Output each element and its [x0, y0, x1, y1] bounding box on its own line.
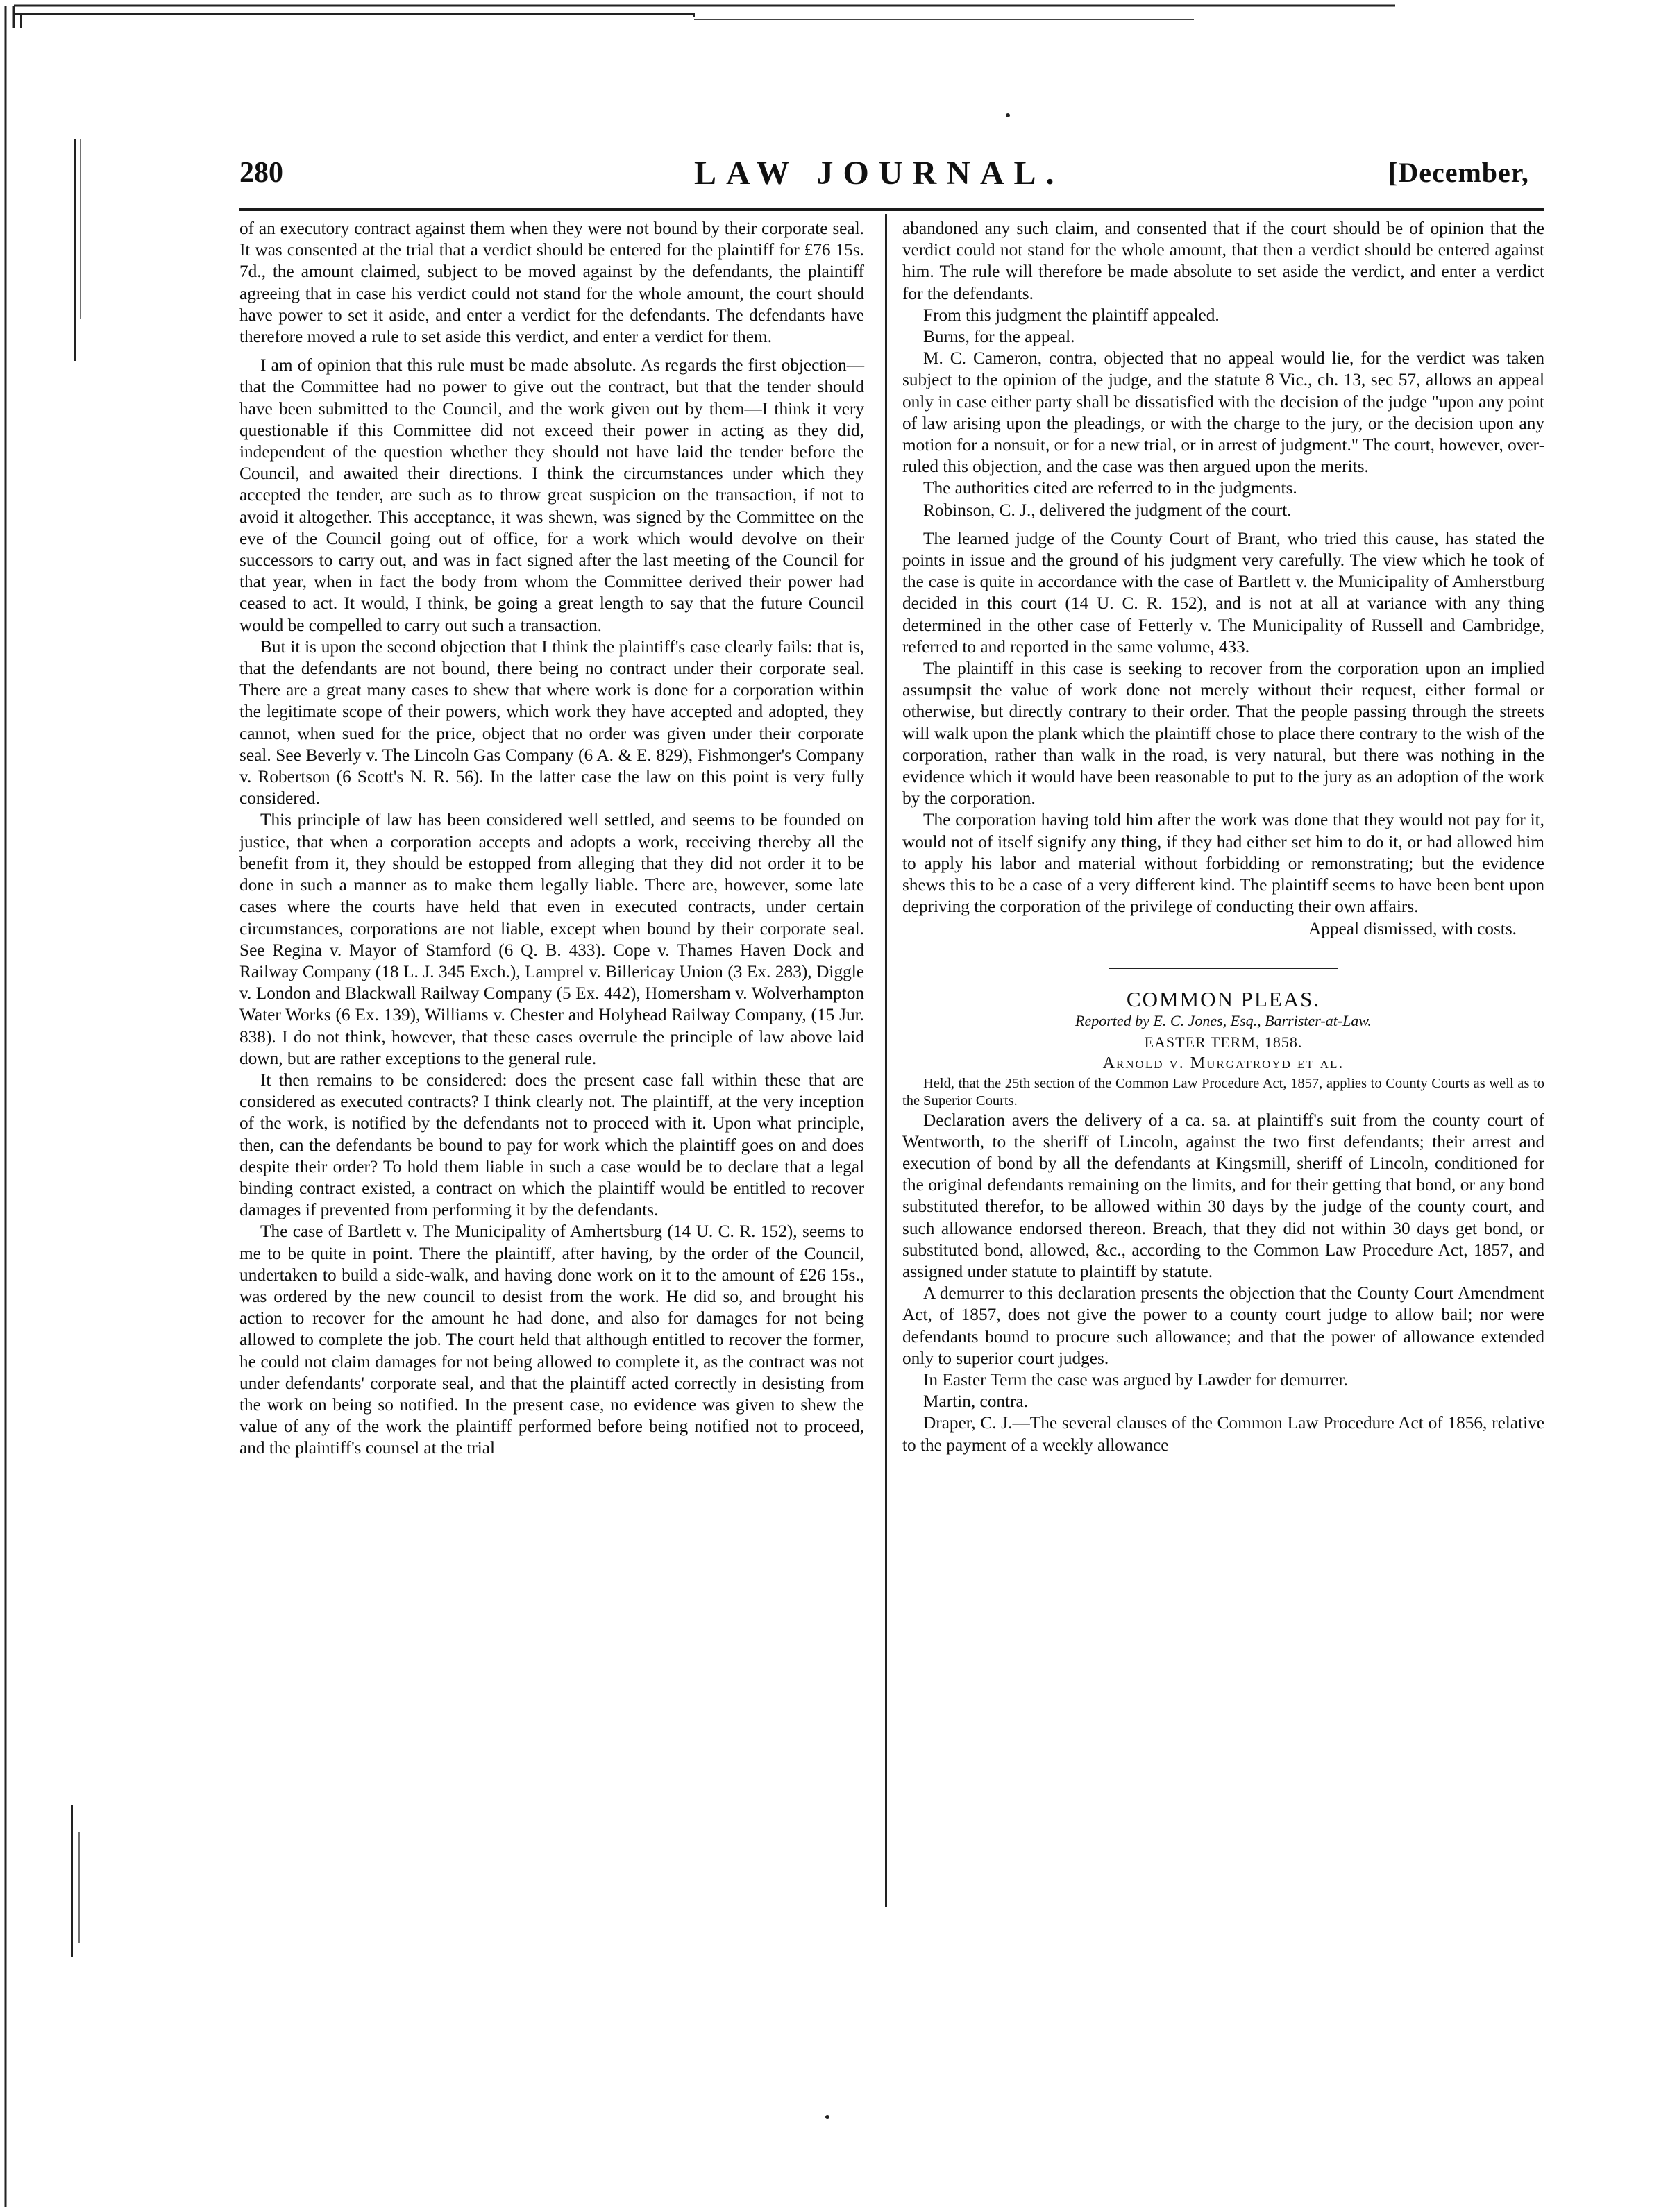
headnote: Held, that the 25th section of the Common Law Procedure Act, 1857, applies to County Courts as well as to the Superior Courts.	[902, 1075, 1544, 1108]
left-column	[239, 218, 864, 1460]
column-divider	[885, 214, 887, 1907]
page-number: 280	[239, 157, 283, 189]
paragraph: It then remains to be considered: does the present case fall within these that are considered as executed contracts? I think clearly not. The plaintiff, at the very inception of the work, is notified by the defendants not to proceed with it. Upon what principle, then, can the defendants be bound to pay for work which the plaintiff goes on and does despite their order? To hold them liable in such a case would be to declare that a legal binding contract existed, a contract on which the plaintiff would be entitled to recover damages if prevented from performing it by the defendants.	[239, 1070, 864, 1220]
paragraph: Robinson, C. J., delivered the judgment of the court.	[923, 500, 1292, 520]
paragraph: A demurrer to this declaration presents the objection that the County Court Amendment Act, of 1857, does not give the power to a county court judge to allow bail; nor were defendants bound to procure such allowance; and that the power of allowance extended only to superior court judges.	[902, 1283, 1544, 1368]
paragraph: From this judgment the plaintiff appealed.	[923, 305, 1220, 325]
running-head-month: [December,	[1388, 157, 1529, 188]
section-rule	[1109, 968, 1338, 969]
case-disposition: Appeal dismissed, with costs.	[1308, 918, 1517, 938]
paragraph: The learned judge of the County Court of Brant, who tried this cause, has stated the points in issue and the ground of his judgment very carefully. The view which he took of the case is quite in accordance with the case of Bartlett v. the Municipality of Amherstburg decided in this court (14 U. C. R. 152), and is not at all at variance with any thing determined in the other case of Fetterly v. The Municipality of Russell and Cambridge, referred to and reported in the same volume, 433.	[902, 528, 1544, 657]
paragraph: But it is upon the second objection that I think the plaintiff's case clearly fails: that is, that the defendants are not bound, there being no contract under their corporate seal. There are a great many cases to shew that where work is done for a corporation within the legitimate scope of their powers, which work they have accepted and adopted, they cannot, when sued for the price, object that no order was given under their corporate seal. See Beverly v. The Lincoln Gas Company (6 A. & E. 829), Fishmonger's Company v. Robertson (6 Scott's N. R. 56). In the latter case the law on this point is very fully considered.	[239, 636, 864, 809]
right-column	[902, 218, 1544, 1456]
paragraph: I am of opinion that this rule must be made absolute. As regards the first objection—that the Committee had no power to give out the contract, but that the tender should have been submitted to the Council, and the work given out by them—I think it very questionable if this Committee did not exceed their power in acting as they did, independent of the question whether they should not have laid the tender before the Council, and awaited their directions. I think the circumstances under which they accepted the tender, are such as to throw great suspicion on the transaction, if not to avoid it altogether. This acceptance, it was shewn, was signed by the Committee on the eve of the Council going out of office, for a work which would devolve on their successors to carry out, and was in fact signed after the last meeting of the Council for that year, when in fact the body from whom the Committee derived their power had ceased to act. It would, I think, be going a great length to say that the future Council would be compelled to carry out such a transaction.	[239, 355, 864, 635]
paragraph: M. C. Cameron, contra, objected that no appeal would lie, for the verdict was taken subject to the opinion of the judge, and the statute 8 Vic., ch. 13, sec 57, allows an appeal only in case either party shall be dissatisfied with the decision of the judge "upon any point of law arising upon the pleadings, or with the charge to the jury, or the decision upon any motion for a nonsuit, or for a new trial, or in arrest of judgment." The court, however, over-ruled this objection, and the case was then argued upon the merits.	[902, 348, 1544, 477]
paragraph: In Easter Term the case was argued by Lawder for demurrer.	[923, 1369, 1348, 1390]
section-heading: COMMON PLEAS.	[1126, 986, 1321, 1011]
paragraph: abandoned any such claim, and consented that if the court should be of opinion that the verdict could not stand for the whole amount, that then a verdict should be entered against him. The rule will therefore be made absolute to set aside the verdict, and enter a verdict for the defendants.	[902, 219, 1544, 303]
paragraph: Martin, contra.	[923, 1392, 1029, 1412]
paragraph: Draper, C. J.—The several clauses of the Common Law Procedure Act of 1856, relative to the payment of a weekly allowance	[902, 1413, 1544, 1455]
paragraph: This principle of law has been considered well settled, and seems to be founded on justice, that when a corporation accepts and adopts a work, receiving thereby all the benefit from it, they should be estopped from alleging that they did not order it to be done in such a manner as to make them legally liable. There are, however, some late cases where the courts have held that even in executed contracts, under certain circumstances, corporations are not liable, except when bound by their corporate seal. See Regina v. Mayor of Stamford (6 Q. B. 433). Cope v. Thames Haven Dock and Railway Company (18 L. J. 345 Exch.), Lamprel v. Billericay Union (3 Ex. 283), Diggle v. London and Blackwall Railway Company (5 Ex. 442), Homersham v. Wolverhampton Water Works (6 Ex. 139), Williams v. Chester and Holyhead Railway Company, (15 Jur. 838). I do not think, however, that these cases overrule the principle of law above laid down, but are rather exceptions to the general rule.	[239, 810, 864, 1068]
paragraph: of an executory contract against them when they were not bound by their corporate seal. It was consented at the trial that a verdict should be entered for the plaintiff for £76 15s. 7d., the amount claimed, subject to be moved against by the defendants, the plaintiff agreeing that in case his verdict could not stand for the whole amount, the court should have power to set it aside, and enter a verdict for the defendants. The defendants have therefore moved a rule to set aside this verdict, and enter a verdict for them.	[239, 219, 864, 347]
term-line: EASTER TERM, 1858.	[1144, 1033, 1303, 1052]
paragraph: The plaintiff in this case is seeking to recover from the corporation upon an implied assumpsit the value of work done not merely without their request, either formal or otherwise, but directly contrary to their order. That the people passing through the streets will walk upon the plank which the plaintiff chose to place there contrary to the wish of the corporation, rather than walk in the road, is very natural, but there was nothing in the evidence which it would have been reasonable to put to the jury as an adoption of the work by the corporation.	[902, 659, 1544, 809]
paragraph: Declaration avers the delivery of a ca. sa. at plaintiff's suit from the county court of Wentworth, to the sheriff of Lincoln, against the two first defendants; their arrest and execution of bond by all the defendants at Kingsmill, sheriff of Lincoln, conditioned for the original defendants remaining on the limits, and for their getting that bond, or any bond substituted therefor, to be allowed within 30 days by the judge of the county court, and such allowance endorsed thereon. Breach, that they did not within 30 days get bond, or substituted bond, allowed, &c., according to the Common Law Procedure Act, 1857, and assigned under statute to plaintiff by statute.	[902, 1110, 1544, 1281]
reporter-line: Reported by E. C. Jones, Esq., Barrister-at-Law.	[1075, 1011, 1372, 1029]
journal-title: LAW JOURNAL.	[694, 155, 1064, 192]
paragraph: The case of Bartlett v. The Municipality of Amhertsburg (14 U. C. R. 152), seems to me to be quite in point. There the plaintiff, after having, by the order of the Council, undertaken to build a side-walk, and having done work on it to the amount of £26 15s., was ordered by the new council to desist from the work. He did so, and brought his action to recover for the amount he had done, and also for damages for not being allowed to complete the job. The court held that although entitled to recover the former, he could not claim damages for not being allowed to complete it, as the contract was not under defendants' corporate seal, and that the plaintiff acted correctly in desisting from the work on being so notified. In the present case, no evidence was given to shew the value of any of the work the plaintiff performed before being notified not to proceed, and the plaintiff's counsel at the trial	[239, 1222, 864, 1458]
header-rule	[239, 208, 1544, 211]
paragraph: The authorities cited are referred to in the judgments.	[923, 478, 1297, 498]
paragraph: Burns, for the appeal.	[923, 327, 1075, 347]
paragraph: The corporation having told him after the work was done that they would not pay for it, would not of itself signify any thing, if they had either set him to do it, or had allowed him to apply his labor and material without forbidding or remonstrating; but the evidence shews this to be a case of a very different kind. The plaintiff seems to have been bent upon depriving the corporation of the privilege of conducting their own affairs.	[902, 810, 1544, 917]
case-title: Arnold v. Murgatroyd et al.	[1102, 1054, 1345, 1073]
